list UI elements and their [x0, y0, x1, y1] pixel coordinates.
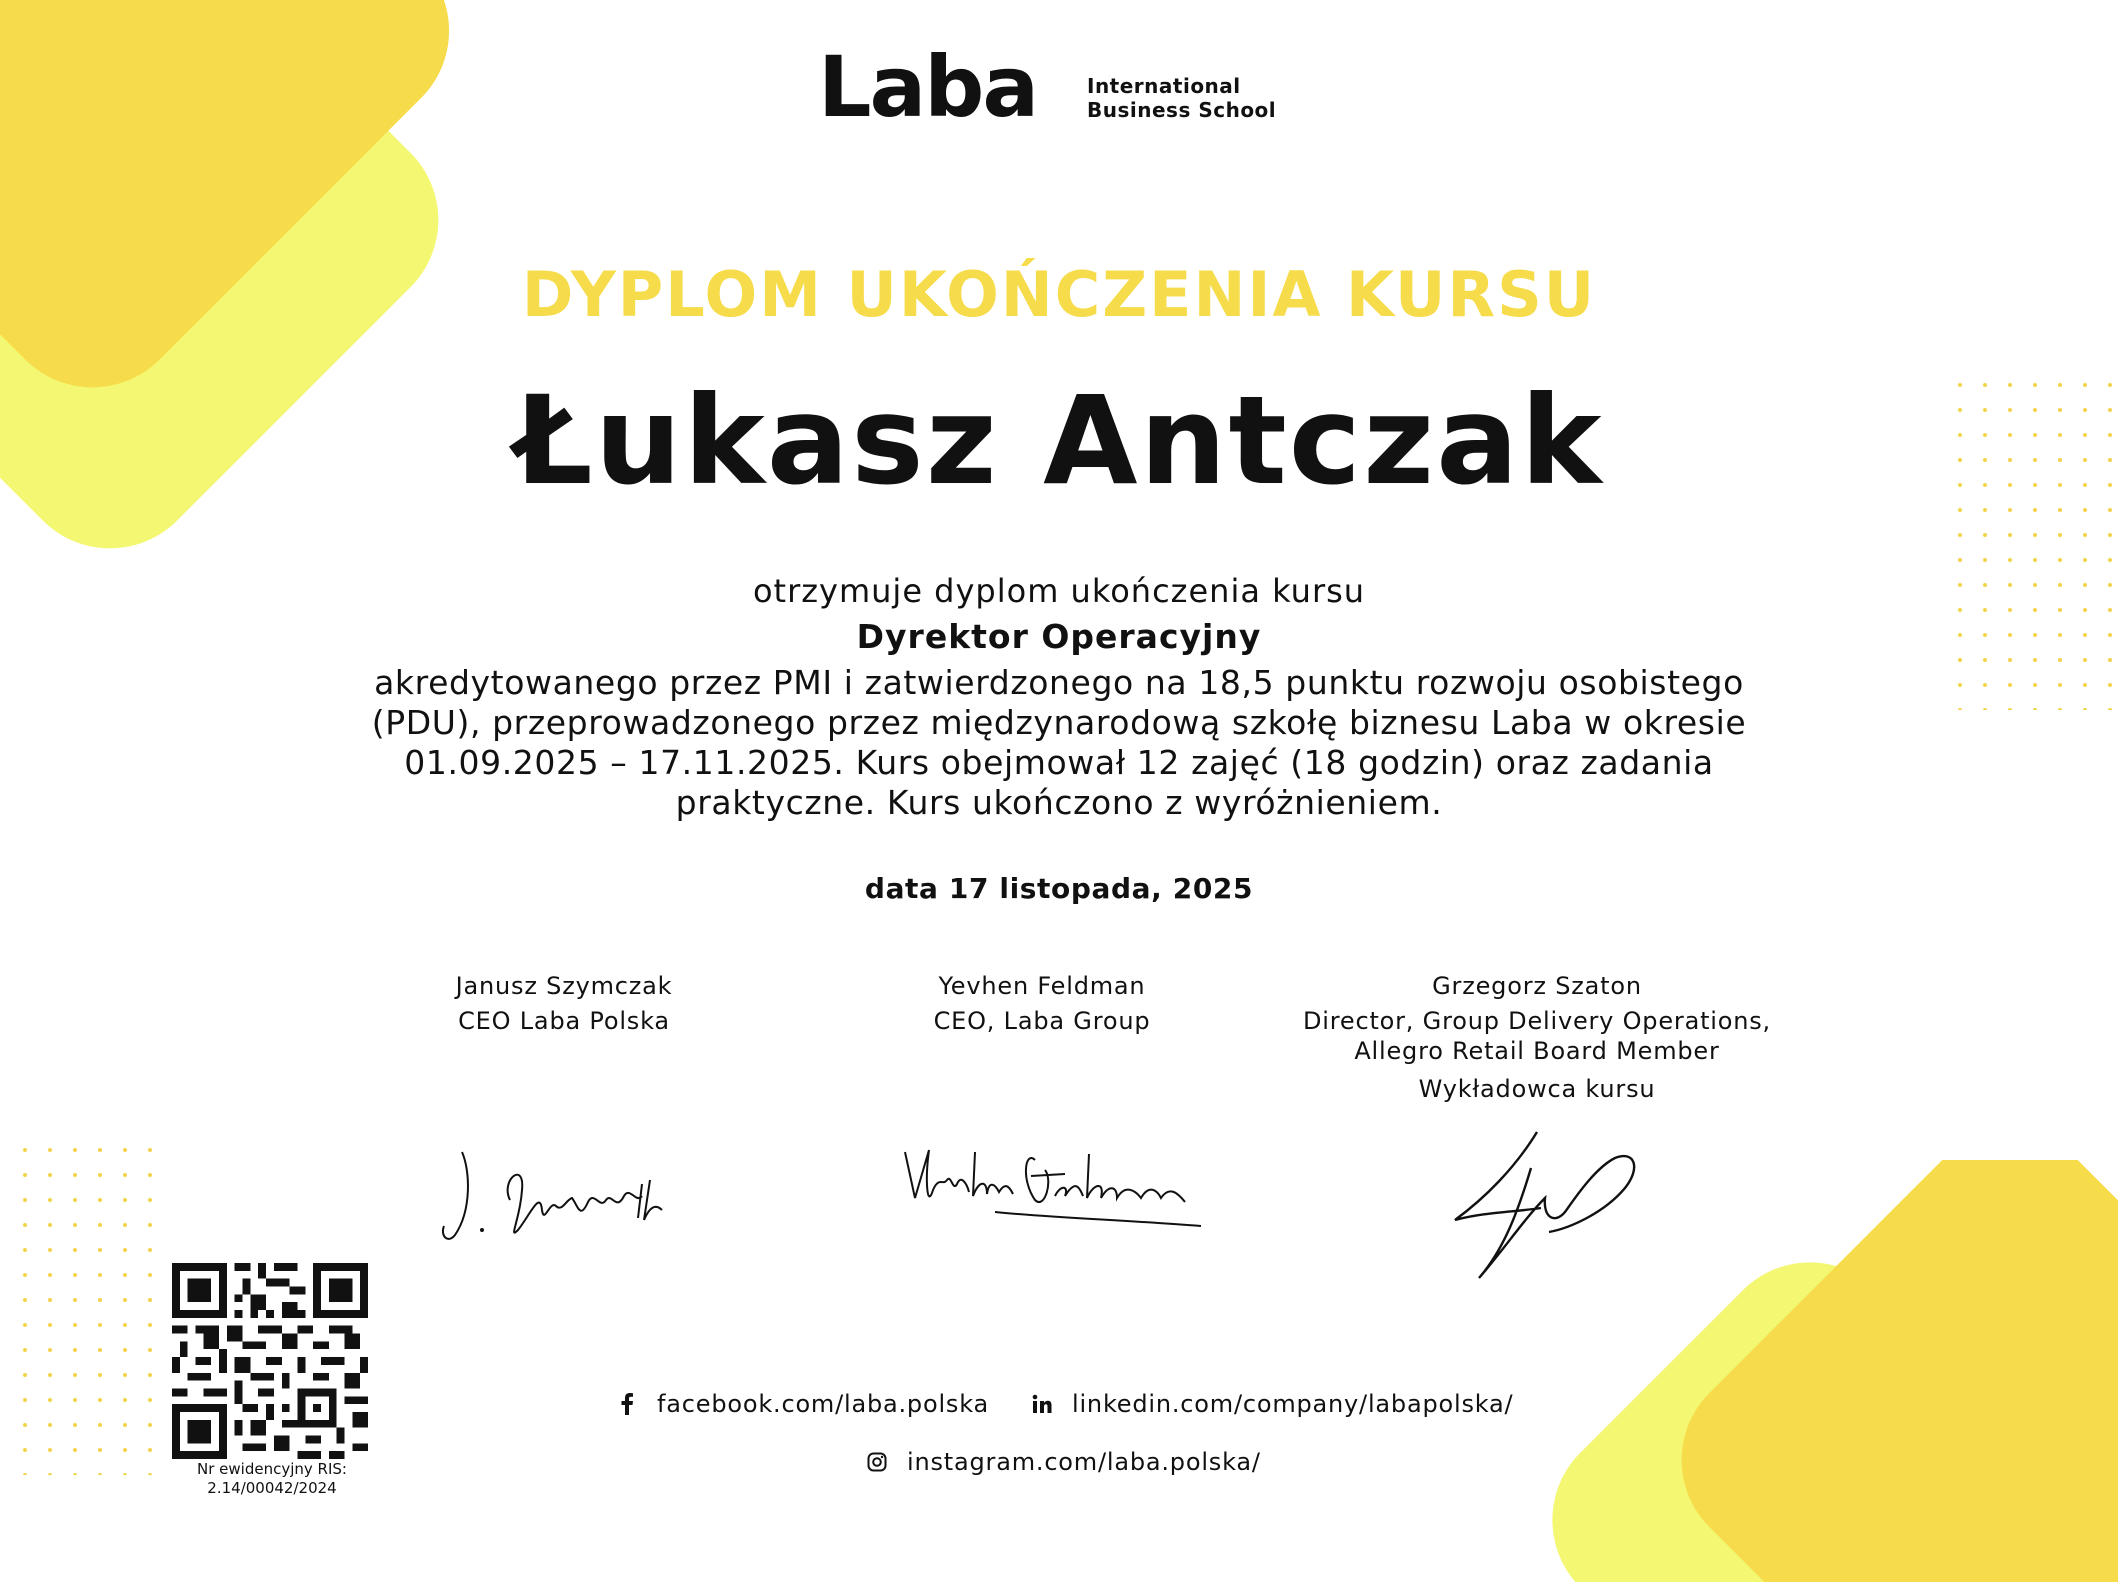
facebook-url[interactable]: facebook.com/laba.polska [657, 1390, 990, 1418]
registry-value: 2.14/00042/2024 [207, 1479, 337, 1497]
facebook-icon [615, 1392, 639, 1416]
signer-name: Grzegorz Szaton [1432, 972, 1642, 1000]
logo-tagline-line2: Business School [1087, 98, 1277, 122]
course-name: Dyrektor Operacyjny [856, 617, 1262, 656]
recipient-name: Łukasz Antczak [514, 370, 1604, 512]
linkedin-url[interactable]: linkedin.com/company/labapolska/ [1072, 1390, 1514, 1418]
signer-role: Director, Group Delivery Operations, [1303, 1007, 1771, 1035]
dot-grid-left [20, 1145, 160, 1475]
facebook-link[interactable] [615, 1389, 989, 1419]
instagram-link[interactable] [865, 1447, 1261, 1477]
linkedin-link[interactable] [1030, 1389, 1513, 1419]
course-description [280, 663, 1838, 823]
laba-logo-wordmark: Laba [818, 38, 1038, 136]
registry-label: Nr ewidencyjny RIS: [197, 1460, 347, 1478]
logo-tagline-line1: International [1087, 74, 1241, 98]
description-line: (PDU), przeprowadzonego przez międzynarodową szkołę biznesu Laba w okresie [371, 703, 1747, 742]
instagram-url[interactable]: instagram.com/laba.polska/ [907, 1448, 1261, 1476]
linkedin-icon [1030, 1392, 1054, 1416]
signer-1 [304, 966, 824, 1036]
qr-code [172, 1263, 368, 1459]
signer-role: CEO Laba Polska [458, 1007, 670, 1035]
description-line: 01.09.2025 – 17.11.2025. Kurs obejmował 12 zajęć (18 godzin) oraz zadania [404, 743, 1714, 782]
signer-role: CEO, Laba Group [933, 1007, 1151, 1035]
signer-3 [1277, 966, 1797, 1104]
logo-tagline [1087, 74, 1347, 122]
signature-3 [1445, 1128, 1645, 1288]
signer-2 [782, 966, 1302, 1036]
instagram-icon [865, 1450, 889, 1474]
description-line: akredytowanego przez PMI i zatwierdzonego na 18,5 punktu rozwoju osobistego [374, 663, 1744, 702]
diploma-intro: otrzymuje dyplom ukończenia kursu [752, 572, 1366, 610]
signer-name: Janusz Szymczak [455, 972, 673, 1000]
diploma-title: DYPLOM UKOŃCZENIA KURSU [521, 258, 1597, 331]
signature-1 [430, 1140, 710, 1250]
signer-name: Yevhen Feldman [938, 972, 1146, 1000]
signer-extra-role: Wykładowca kursu [1418, 1075, 1656, 1103]
issue-date: data 17 listopada, 2025 [864, 872, 1254, 905]
signer-role: Allegro Retail Board Member [1354, 1037, 1720, 1065]
description-line: praktyczne. Kurs ukończono z wyróżnieniem. [675, 783, 1443, 822]
registry-number [172, 1460, 372, 1498]
signature-2 [895, 1140, 1215, 1240]
